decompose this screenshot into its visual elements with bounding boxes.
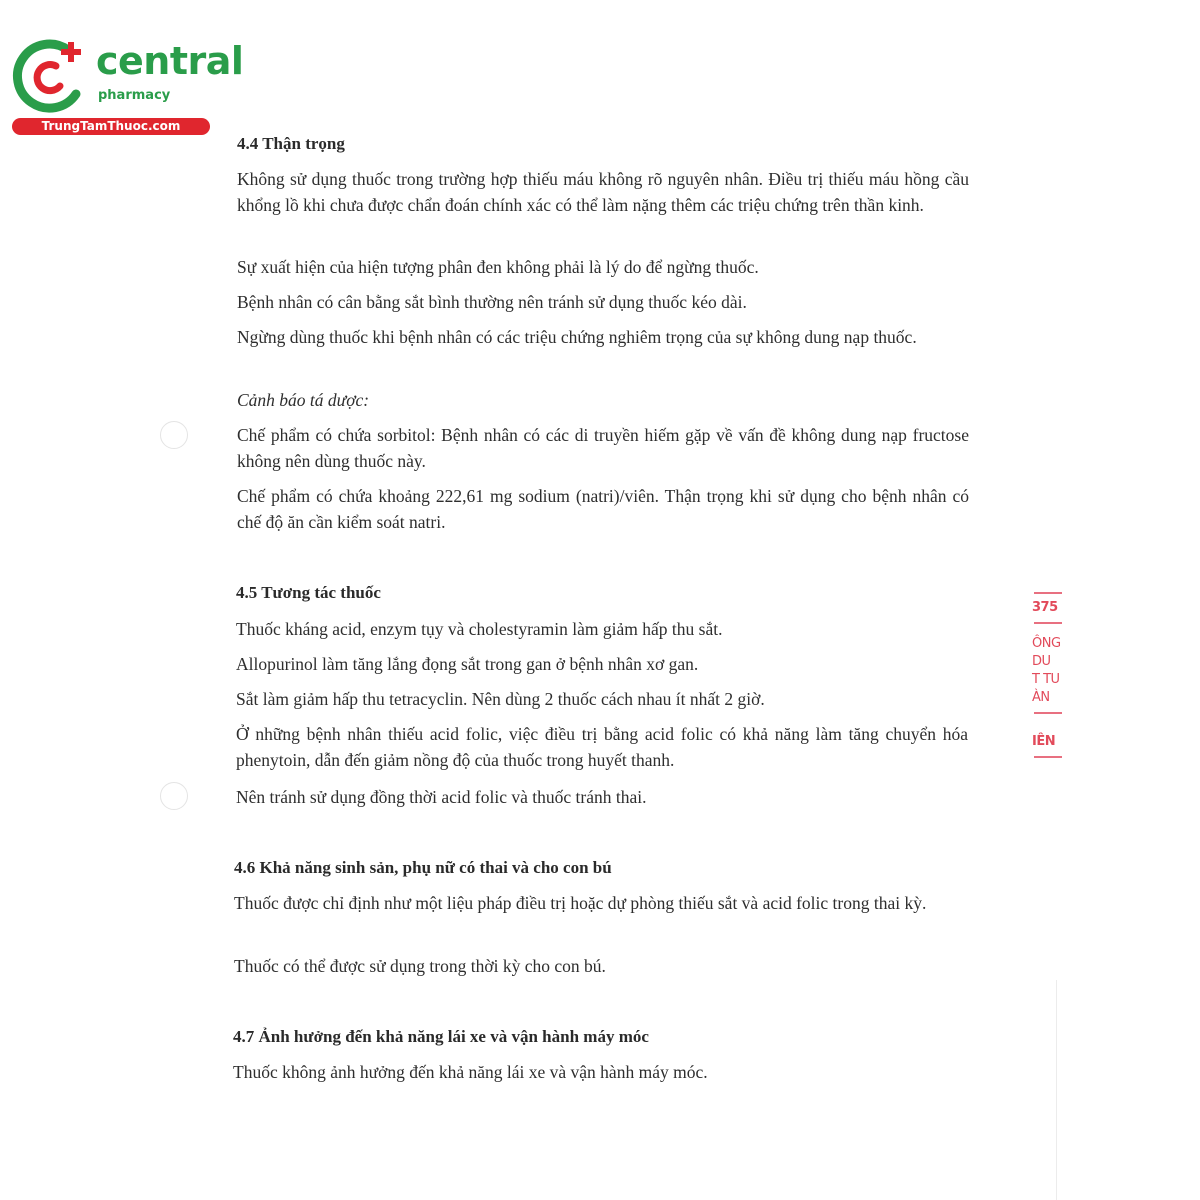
stamp-line: T TU [1032,672,1060,687]
stamp-bottom: IÊN [1032,734,1056,749]
stamp-line: ÀN [1032,690,1050,705]
section-4-7-title: 4.7 Ảnh hưởng đến khả năng lái xe và vận hành máy móc [233,1027,649,1046]
stamp-rule [1034,592,1062,594]
margin-stamp [1026,592,1066,772]
section-4-5-paragraph-5: Nên tránh sử dụng đồng thời acid folic và thuốc tránh thai. [236,787,647,807]
section-4-5-paragraph-4: Ở những bệnh nhân thiếu acid folic, việc điều trị bằng acid folic có khả năng làm tăng chuyển hóa phenytoin, dẫn đến giảm nồng độ của thuốc trong huyết thanh. [236,724,968,770]
section-4-6-paragraph-2: Thuốc có thể được sử dụng trong thời kỳ cho con bú. [234,956,606,976]
section-4-4-paragraph-1: Không sử dụng thuốc trong trường hợp thiếu máu không rõ nguyên nhân. Điều trị thiếu máu hồng cầu khổng lồ khi chưa được chẩn đoán chính xác có thể làm nặng thêm các triệu chứng trên thần kinh. [237,169,969,215]
stamp-rule [1034,712,1062,714]
section-4-4-paragraph-2: Sự xuất hiện của hiện tượng phân đen không phải là lý do để ngừng thuốc. [237,257,759,277]
logo-subtitle: pharmacy [98,88,171,103]
section-4-7-paragraph-1: Thuốc không ảnh hưởng đến khả năng lái xe và vận hành máy móc. [233,1062,708,1082]
stamp-line: ÔNG [1032,636,1061,651]
section-4-4-paragraph-3: Bệnh nhân có cân bằng sắt bình thường nên tránh sử dụng thuốc kéo dài. [237,292,747,312]
section-4-5-paragraph-3: Sắt làm giảm hấp thu tetracyclin. Nên dùng 2 thuốc cách nhau ít nhất 2 giờ. [236,689,765,709]
section-4-6-title: 4.6 Khả năng sinh sản, phụ nữ có thai và cho con bú [234,858,612,877]
logo-website: TrungTamThuoc.com [12,118,210,135]
section-4-5-paragraph-2: Allopurinol làm tăng lắng đọng sắt trong gan ở bệnh nhân xơ gan. [236,654,699,674]
section-4-4-paragraph-4: Ngừng dùng thuốc khi bệnh nhân có các triệu chứng nghiêm trọng của sự không dung nạp thuốc. [237,327,917,347]
section-4-4-title: 4.4 Thận trọng [237,134,345,153]
logo-name: central [96,39,244,83]
excipient-warning-label: Cảnh báo tá dược: [237,390,370,410]
section-4-6-paragraph-1: Thuốc được chỉ định như một liệu pháp điều trị hoặc dự phòng thiếu sắt và acid folic trong thai kỳ. [234,893,927,913]
stamp-line: DU [1032,654,1051,669]
punch-hole-mark [160,782,188,810]
section-4-4-paragraph-5: Chế phẩm có chứa sorbitol: Bệnh nhân có các di truyền hiếm gặp về vấn đề không dung nạp fructose không nên dùng thuốc này. [237,425,969,471]
section-4-5-title: 4.5 Tương tác thuốc [236,583,381,602]
stamp-rule [1034,756,1062,758]
stamp-rule [1034,622,1062,624]
punch-hole-mark [160,421,188,449]
section-4-5-paragraph-1: Thuốc kháng acid, enzym tụy và cholestyramin làm giảm hấp thu sắt. [236,619,723,639]
scan-edge-line [1056,980,1057,1200]
stamp-code: 375 [1032,600,1058,615]
section-4-4-paragraph-6: Chế phẩm có chứa khoảng 222,61 mg sodium (natri)/viên. Thận trọng khi sử dụng cho bệnh nhân có chế độ ăn cần kiểm soát natri. [237,486,969,532]
